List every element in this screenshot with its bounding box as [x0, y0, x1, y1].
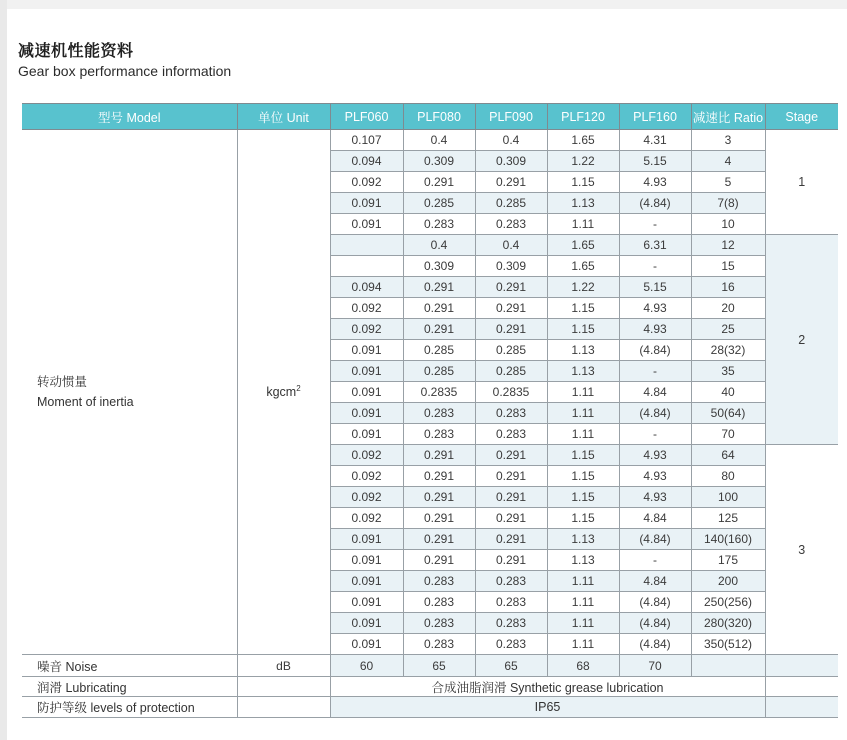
value-cell: 0.283 [403, 214, 475, 235]
value-cell: - [619, 361, 691, 382]
performance-table [22, 103, 838, 718]
value-cell: 1.15 [547, 445, 619, 466]
noise-value-plf120: 68 [547, 655, 619, 677]
header-plf090: PLF090 [475, 104, 547, 130]
value-cell: 15 [691, 256, 765, 277]
value-cell: 0.283 [403, 592, 475, 613]
value-cell: 5 [691, 172, 765, 193]
value-cell: 16 [691, 277, 765, 298]
inertia-rows [22, 130, 838, 655]
value-cell: 0.4 [475, 130, 547, 151]
value-cell: 0.091 [330, 214, 403, 235]
value-cell: 50(64) [691, 403, 765, 424]
value-cell: 0.283 [403, 424, 475, 445]
value-cell: 0.092 [330, 466, 403, 487]
protection-row [22, 697, 838, 718]
value-cell: 80 [691, 466, 765, 487]
value-cell: 0.291 [475, 466, 547, 487]
value-cell: 1.13 [547, 529, 619, 550]
stage-cell: 3 [765, 445, 838, 655]
unit-superscript: 2 [296, 384, 301, 394]
value-cell: 175 [691, 550, 765, 571]
value-cell: (4.84) [619, 193, 691, 214]
value-cell: 0.091 [330, 592, 403, 613]
value-cell: 0.283 [475, 403, 547, 424]
value-cell: 25 [691, 319, 765, 340]
value-cell: 0.309 [475, 256, 547, 277]
value-cell: 0.107 [330, 130, 403, 151]
value-cell: 0.285 [475, 361, 547, 382]
value-cell: 4 [691, 151, 765, 172]
value-cell: 0.4 [403, 235, 475, 256]
value-cell: 0.092 [330, 508, 403, 529]
noise-label: 噪音 Noise [22, 655, 237, 677]
value-cell: 0.285 [475, 340, 547, 361]
value-cell: 0.291 [475, 487, 547, 508]
header-plf060: PLF060 [330, 104, 403, 130]
value-cell: 280(320) [691, 613, 765, 634]
value-cell: 4.84 [619, 508, 691, 529]
value-cell: 0.291 [475, 529, 547, 550]
value-cell: 0.092 [330, 487, 403, 508]
value-cell: 1.11 [547, 382, 619, 403]
table-row [22, 130, 838, 151]
value-cell: 0.291 [475, 445, 547, 466]
value-cell: 0.283 [403, 613, 475, 634]
value-cell: 28(32) [691, 340, 765, 361]
noise-ratio-cell-empty [691, 655, 765, 677]
inertia-label-cell [22, 130, 237, 655]
page-title-zh: 减速机性能资料 [18, 43, 134, 60]
value-cell: 0.291 [403, 508, 475, 529]
value-cell: 0.291 [403, 319, 475, 340]
value-cell: 20 [691, 298, 765, 319]
unit-base: kgcm [266, 385, 297, 400]
value-cell: 0.091 [330, 403, 403, 424]
noise-stage-cell-empty [765, 655, 838, 677]
value-cell: 1.11 [547, 634, 619, 655]
value-cell: 1.15 [547, 487, 619, 508]
inertia-label-en: Moment of inertia [37, 395, 134, 409]
value-cell: 7(8) [691, 193, 765, 214]
noise-unit: dB [237, 655, 330, 677]
protection-unit-empty [237, 697, 330, 718]
value-cell: 0.291 [403, 550, 475, 571]
value-cell: 0.285 [475, 193, 547, 214]
value-cell: 1.22 [547, 277, 619, 298]
value-cell: 3 [691, 130, 765, 151]
summary-rows [22, 655, 838, 718]
value-cell: 0.091 [330, 382, 403, 403]
value-cell: (4.84) [619, 529, 691, 550]
value-cell: 140(160) [691, 529, 765, 550]
value-cell: 4.93 [619, 298, 691, 319]
value-cell: 0.091 [330, 634, 403, 655]
lubricating-stage-cell-empty [765, 677, 838, 697]
value-cell: 0.291 [403, 172, 475, 193]
value-cell: 1.11 [547, 613, 619, 634]
stage-cell: 2 [765, 235, 838, 445]
value-cell: 1.11 [547, 214, 619, 235]
value-cell: 125 [691, 508, 765, 529]
value-cell: - [619, 214, 691, 235]
value-cell: (4.84) [619, 592, 691, 613]
value-cell: 0.283 [475, 634, 547, 655]
value-cell: 0.091 [330, 550, 403, 571]
value-cell: 4.93 [619, 319, 691, 340]
value-cell: 0.309 [403, 151, 475, 172]
value-cell: 1.65 [547, 235, 619, 256]
value-cell: 0.291 [475, 172, 547, 193]
header-plf120: PLF120 [547, 104, 619, 130]
value-cell: (4.84) [619, 403, 691, 424]
value-cell: 0.283 [403, 571, 475, 592]
value-cell: 4.93 [619, 466, 691, 487]
header-plf160: PLF160 [619, 104, 691, 130]
value-cell: 0.091 [330, 529, 403, 550]
page-edge-left [0, 0, 7, 740]
value-cell: 0.283 [403, 403, 475, 424]
value-cell: 0.285 [403, 340, 475, 361]
value-cell: 0.283 [475, 613, 547, 634]
value-cell: 0.309 [403, 256, 475, 277]
header-ratio: 减速比 Ratio [691, 104, 765, 130]
value-cell: 0.291 [475, 298, 547, 319]
value-cell: 40 [691, 382, 765, 403]
lubricating-row [22, 677, 838, 697]
value-cell: 1.13 [547, 361, 619, 382]
value-cell: 0.092 [330, 298, 403, 319]
value-cell: 0.291 [403, 529, 475, 550]
value-cell: 350(512) [691, 634, 765, 655]
protection-value: IP65 [330, 697, 765, 718]
value-cell: 0.291 [403, 487, 475, 508]
inertia-unit-cell [237, 130, 330, 655]
value-cell: 0.285 [403, 361, 475, 382]
value-cell: 0.091 [330, 613, 403, 634]
noise-row [22, 655, 838, 677]
value-cell: (4.84) [619, 613, 691, 634]
value-cell: 64 [691, 445, 765, 466]
value-cell: 0.091 [330, 340, 403, 361]
table-header [22, 104, 838, 130]
value-cell: 0.094 [330, 151, 403, 172]
noise-value-plf080: 65 [403, 655, 475, 677]
value-cell: - [619, 424, 691, 445]
value-cell: 0.283 [475, 424, 547, 445]
protection-label: 防护等级 levels of protection [22, 697, 237, 718]
value-cell: 1.11 [547, 592, 619, 613]
value-cell: 0.291 [403, 466, 475, 487]
value-cell: (4.84) [619, 340, 691, 361]
value-cell: - [619, 256, 691, 277]
value-cell: 0.091 [330, 193, 403, 214]
value-cell: 0.091 [330, 571, 403, 592]
header-row [22, 104, 838, 130]
value-cell: 10 [691, 214, 765, 235]
lubricating-unit-empty [237, 677, 330, 697]
value-cell: 12 [691, 235, 765, 256]
value-cell: 200 [691, 571, 765, 592]
page-title-en: Gear box performance information [18, 63, 232, 79]
value-cell: 4.31 [619, 130, 691, 151]
header-unit: 单位 Unit [237, 104, 330, 130]
value-cell: 0.285 [403, 193, 475, 214]
value-cell: 1.22 [547, 151, 619, 172]
noise-value-plf060: 60 [330, 655, 403, 677]
value-cell: 0.291 [475, 319, 547, 340]
value-cell: 0.291 [475, 550, 547, 571]
lubricating-value: 合成油脂润滑 Synthetic grease lubrication [330, 677, 765, 697]
value-cell: 1.13 [547, 193, 619, 214]
value-cell: 4.93 [619, 172, 691, 193]
value-cell: 0.4 [403, 130, 475, 151]
value-cell: 1.11 [547, 571, 619, 592]
value-cell: 0.283 [475, 571, 547, 592]
value-cell: 0.283 [475, 592, 547, 613]
value-cell: 0.291 [403, 277, 475, 298]
value-cell: 1.13 [547, 550, 619, 571]
value-cell: 1.11 [547, 403, 619, 424]
value-cell: 0.291 [475, 277, 547, 298]
value-cell: 1.65 [547, 130, 619, 151]
value-cell: 250(256) [691, 592, 765, 613]
value-cell: 5.15 [619, 151, 691, 172]
protection-stage-cell-empty [765, 697, 838, 718]
value-cell: 0.283 [403, 634, 475, 655]
value-cell: 1.65 [547, 256, 619, 277]
value-cell: 4.84 [619, 571, 691, 592]
value-cell: 0.291 [475, 508, 547, 529]
value-cell: 4.84 [619, 382, 691, 403]
value-cell: 0.091 [330, 424, 403, 445]
value-cell: 0.094 [330, 277, 403, 298]
value-cell: 1.15 [547, 319, 619, 340]
stage-cell: 1 [765, 130, 838, 235]
value-cell: 1.15 [547, 172, 619, 193]
value-cell: (4.84) [619, 634, 691, 655]
value-cell: - [619, 550, 691, 571]
noise-value-plf160: 70 [619, 655, 691, 677]
value-cell: 0.283 [475, 214, 547, 235]
header-plf080: PLF080 [403, 104, 475, 130]
lubricating-label: 润滑 Lubricating [22, 677, 237, 697]
value-cell: 6.31 [619, 235, 691, 256]
value-cell: 70 [691, 424, 765, 445]
value-cell: 4.93 [619, 445, 691, 466]
value-cell: 0.092 [330, 319, 403, 340]
value-cell: 0.092 [330, 172, 403, 193]
value-cell: 1.15 [547, 466, 619, 487]
noise-value-plf090: 65 [475, 655, 547, 677]
value-cell [330, 235, 403, 256]
value-cell: 0.2835 [475, 382, 547, 403]
value-cell: 35 [691, 361, 765, 382]
value-cell: 0.4 [475, 235, 547, 256]
value-cell: 1.13 [547, 340, 619, 361]
header-stage: Stage [765, 104, 838, 130]
value-cell: 5.15 [619, 277, 691, 298]
value-cell: 1.15 [547, 298, 619, 319]
value-cell: 0.091 [330, 361, 403, 382]
value-cell: 100 [691, 487, 765, 508]
inertia-label-zh: 转动惯量 [37, 375, 88, 389]
value-cell: 0.2835 [403, 382, 475, 403]
page-edge-top [0, 0, 847, 9]
value-cell: 4.93 [619, 487, 691, 508]
value-cell [330, 256, 403, 277]
value-cell: 0.291 [403, 298, 475, 319]
value-cell: 1.11 [547, 424, 619, 445]
value-cell: 0.291 [403, 445, 475, 466]
value-cell: 0.309 [475, 151, 547, 172]
value-cell: 1.15 [547, 508, 619, 529]
header-model: 型号 Model [22, 104, 237, 130]
value-cell: 0.092 [330, 445, 403, 466]
